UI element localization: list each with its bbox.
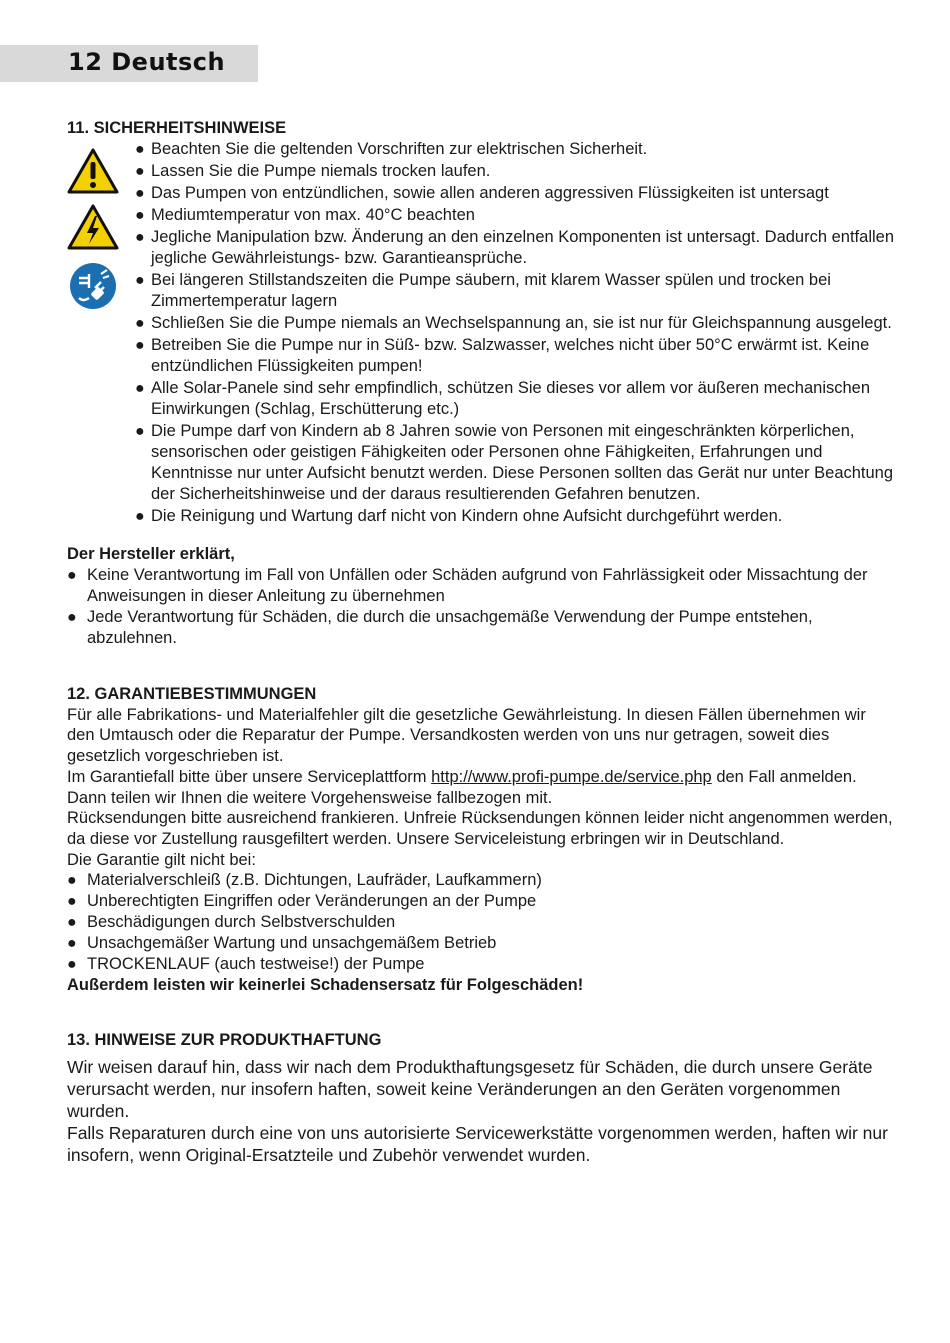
warranty-closing: Außerdem leisten wir keinerlei Schadensersatz für Folgeschäden!: [67, 976, 584, 995]
list-item: ● Die Reinigung und Wartung darf nicht von Kindern ohne Aufsicht durchgeführt werden.: [135, 507, 783, 525]
bullet-icon: ●: [135, 315, 145, 332]
bullet-icon: ●: [67, 566, 77, 584]
bullet-icon: ●: [135, 508, 145, 525]
electrical-hazard-icon: [67, 204, 119, 250]
list-item: ● Schließen Sie die Pumpe niemals an Wechselspannung an, sie ist nur für Gleichspannung ausgelegt.: [135, 314, 892, 332]
warranty-paragraph: Die Garantie gilt nicht bei:: [67, 850, 256, 869]
bullet-icon: ●: [67, 608, 77, 626]
content: [67, 118, 897, 1166]
list-item: ● Das Pumpen von entzündlichen, sowie allen anderen aggressiven Flüssigkeiten ist untersagt: [135, 184, 829, 202]
bullet-icon: ●: [135, 207, 145, 224]
bullet-icon: ●: [135, 272, 145, 289]
list-item: ● Beachten Sie die geltenden Vorschriften zur elektrischen Sicherheit.: [135, 140, 648, 158]
manufacturer-declaration: [67, 544, 897, 649]
list-item: ● Beschädigungen durch Selbstverschulden: [67, 913, 396, 932]
bullet-icon: ●: [135, 163, 145, 180]
manufacturer-list: [67, 565, 897, 649]
warranty-exclusions-list: [67, 870, 897, 975]
section-warranty: [67, 684, 897, 996]
bullet-icon: ●: [67, 956, 77, 974]
section-safety: [67, 118, 897, 527]
warning-exclamation-icon: [67, 148, 119, 194]
manufacturer-heading: Der Hersteller erklärt,: [67, 545, 235, 563]
list-item: ● Mediumtemperatur von max. 40°C beachten: [135, 206, 475, 224]
warranty-paragraph: Für alle Fabrikations- und Materialfehler gilt die gesetzliche Gewährleistung. In diesen Fällen übernehmen wir den Umtausch oder die Reparatur der Pumpe. Versandkosten werden von uns nur getragen, soweit dies gesetzlich vorgeschrieben ist.: [67, 705, 866, 766]
bullet-icon: ●: [135, 380, 145, 397]
liability-paragraph: Wir weisen darauf hin, dass wir nach dem Produkthaftungsgesetz für Schäden, die durch unsere Geräte verursacht werden, nur insofern haften, soweit keine Veränderungen an den Geräten vorgenommen wurden.: [67, 1057, 873, 1122]
bullet-icon: ●: [135, 337, 145, 354]
liability-paragraph: Falls Reparaturen durch eine von uns autorisierte Servicewerkstätte vorgenommen werden, haften wir nur insofern, wenn Original-Ersatzteile und Zubehör verwendet wurden.: [67, 1123, 888, 1166]
list-item: ● Unsachgemäßer Wartung und unsachgemäßem Betrieb: [67, 934, 497, 953]
bullet-icon: ●: [67, 893, 77, 911]
bullet-icon: ●: [135, 423, 145, 440]
list-item: ● Bei längeren Stillstandszeiten die Pumpe säubern, mit klarem Wasser spülen und trocken bei Zimmertemperatur lagern: [135, 271, 831, 310]
bullet-icon: ●: [67, 914, 77, 932]
list-item: ● Jegliche Manipulation bzw. Änderung an den einzelnen Komponenten ist untersagt. Dadurch entfallen jegliche Gewährleistungs- bzw. Garantieansprüche.: [135, 228, 894, 267]
bullet-icon: ●: [67, 935, 77, 953]
list-item: ● TROCKENLAUF (auch testweise!) der Pumpe: [67, 955, 425, 974]
bullet-icon: ●: [67, 872, 77, 890]
warranty-paragraph: Im Garantiefall bitte über unsere Serviceplattform http://www.profi-pumpe.de/service.php den Fall anmelden. Dann teilen wir Ihnen die weitere Vorgehensweise fallbezogen mit.: [67, 767, 857, 807]
list-item: ● Betreiben Sie die Pumpe nur in Süß- bzw. Salzwasser, welches nicht über 50°C erwärmt ist. Keine entzündlichen Flüssigkeiten pumpen!: [135, 336, 870, 375]
bullet-icon: ●: [135, 229, 145, 246]
bullet-icon: ●: [135, 141, 145, 158]
section-product-liability: [67, 1030, 897, 1166]
section-heading-warranty: 12. GARANTIEBESTIMMUNGEN: [67, 684, 317, 703]
warranty-paragraph: Rücksendungen bitte ausreichend frankieren. Unfreie Rücksendungen können leider nicht angenommen werden, da diese vor Zustellung rausgefiltert werden. Unsere Serviceleistung erbringen wir in Deutschland.: [67, 809, 893, 848]
list-item: ● Die Pumpe darf von Kindern ab 8 Jahren sowie von Personen mit eingeschränkten körperlichen, sensorischen oder geistigen Fähigkeiten oder Personen ohne Fähigkeiten, Erfahrungen und Kenntnisse nur unter Aufsicht benutzt werden. Diese Personen sollten das Gerät nur unter Beachtung der Sicherheitshinweise und der daraus resultierenden Gefahren benutzen.: [135, 422, 894, 503]
list-item: ● Unberechtigten Eingriffen oder Veränderungen an der Pumpe: [67, 892, 537, 911]
safety-list: [135, 139, 897, 527]
list-item: ● Alle Solar-Panele sind sehr empfindlich, schützen Sie dieses vor allem vor äußeren mechanischen Einwirkungen (Schlag, Erschütterung etc.): [135, 379, 871, 418]
list-item: ● Jede Verantwortung für Schäden, die durch die unsachgemäße Verwendung der Pumpe entstehen, abzulehnen.: [67, 607, 813, 647]
page-header-title: 12 Deutsch: [68, 48, 226, 76]
list-item: ● Keine Verantwortung im Fall von Unfällen oder Schäden aufgrund von Fahrlässigkeit oder Missachtung der Anweisungen in dieser Anleitung zu übernehmen: [67, 565, 868, 605]
list-item: ● Materialverschleiß (z.B. Dichtungen, Laufräder, Laufkammern): [67, 871, 542, 890]
bullet-icon: ●: [135, 185, 145, 202]
disconnect-plug-icon: [69, 262, 117, 310]
section-heading-safety: 11. SICHERHEITSHINWEISE: [67, 119, 287, 137]
service-link[interactable]: http://www.profi-pumpe.de/service.php: [431, 767, 712, 786]
section-heading-liability: 13. HINWEISE ZUR PRODUKTHAFTUNG: [67, 1031, 382, 1050]
page-header: [0, 45, 258, 82]
list-item: ● Lassen Sie die Pumpe niemals trocken laufen.: [135, 162, 491, 180]
